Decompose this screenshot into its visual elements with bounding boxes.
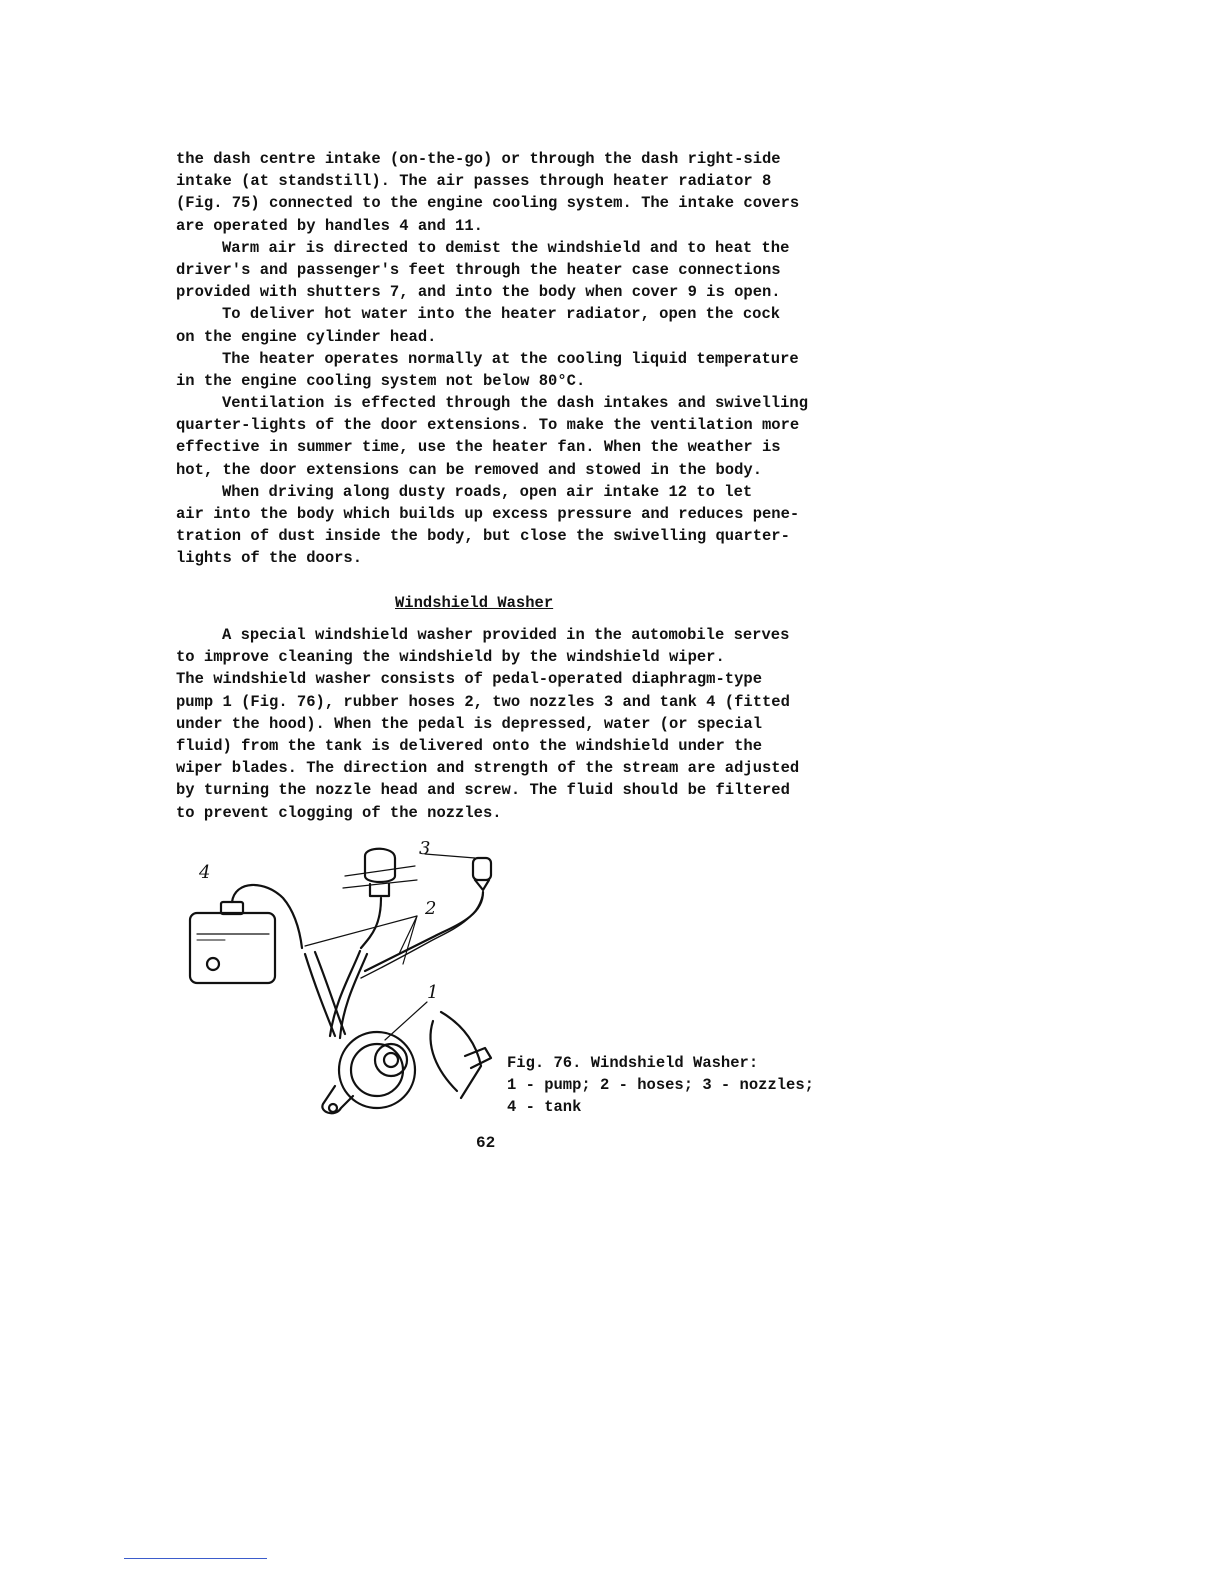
caption-legend: 4 - tank	[507, 1098, 582, 1117]
text-line: Ventilation is effected through the dash intakes and swivelling	[222, 394, 808, 413]
heater-section	[176, 148, 816, 570]
label-hoses: 2	[425, 898, 437, 919]
figure-caption	[507, 1052, 814, 1119]
text-line: When driving along dusty roads, open air intake 12 to let	[222, 482, 753, 501]
washer-diagram	[185, 836, 505, 1121]
text-line: to improve cleaning the windshield by the windshield wiper.	[176, 648, 725, 667]
text-line: The heater operates normally at the cooling liquid temperature	[222, 349, 799, 368]
text-line: pump 1 (Fig. 76), rubber hoses 2, two nozzles 3 and tank 4 (fitted	[176, 692, 790, 711]
text-line: effective in summer time, use the heater fan. When the weather is	[176, 438, 781, 457]
section-heading: Windshield Washer	[395, 594, 554, 612]
hose-shape	[365, 892, 483, 971]
hose-shape	[361, 898, 381, 948]
text-line: fluid) from the tank is delivered onto the windshield under the	[176, 736, 762, 755]
text-line: the dash centre intake (on-the-go) or through the dash right-side	[176, 150, 781, 168]
tank-shape	[190, 913, 275, 983]
label-tank: 4	[199, 862, 211, 883]
text-line: air into the body which builds up excess pressure and reduces pene-	[176, 505, 800, 523]
text-line: lights of the doors.	[176, 549, 363, 568]
text-line: The windshield washer consists of pedal-operated diaphragm-type	[176, 670, 762, 689]
label-pump: 1	[427, 982, 439, 1003]
footnote-divider	[124, 1558, 267, 1559]
text-line: A special windshield washer provided in the automobile serves	[222, 626, 790, 644]
text-line: To deliver hot water into the heater radiator, open the cock	[222, 305, 781, 324]
page-number: 62	[476, 1134, 496, 1152]
hose-shape	[232, 885, 302, 948]
text-line: are operated by handles 4 and 11.	[176, 216, 483, 235]
text-line: to prevent clogging of the nozzles.	[176, 803, 502, 822]
label-nozzles: 3	[419, 838, 431, 859]
text-line: (Fig. 75) connected to the engine cooling system. The intake covers	[176, 194, 800, 213]
text-line: Warm air is directed to demist the windshield and to heat the	[222, 238, 790, 257]
text-line: by turning the nozzle head and screw. The fluid should be filtered	[176, 781, 790, 800]
washer-section	[176, 624, 816, 824]
caption-legend: 1 - pump; 2 - hoses; 3 - nozzles;	[507, 1076, 814, 1095]
text-line: quarter-lights of the door extensions. To make the ventilation more	[176, 416, 800, 435]
caption-title: Fig. 76. Windshield Washer:	[507, 1054, 759, 1072]
text-line: provided with shutters 7, and into the body when cover 9 is open.	[176, 283, 781, 302]
text-line: wiper blades. The direction and strength of the stream are adjusted	[176, 759, 800, 778]
windshield-washer-figure	[185, 836, 505, 1121]
text-line: on the engine cylinder head.	[176, 327, 437, 346]
text-line: in the engine cooling system not below 80°C.	[176, 371, 586, 390]
nozzle-shape	[365, 849, 395, 882]
text-line: under the hood). When the pedal is depressed, water (or special	[176, 714, 762, 733]
text-line: driver's and passenger's feet through the heater case connections	[176, 260, 781, 279]
text-line: hot, the door extensions can be removed and stowed in the body.	[176, 460, 762, 479]
text-line: tration of dust inside the body, but close the swivelling quarter-	[176, 527, 790, 546]
pedal-shape	[430, 1021, 457, 1091]
text-line: intake (at standstill). The air passes through heater radiator 8	[176, 172, 772, 191]
